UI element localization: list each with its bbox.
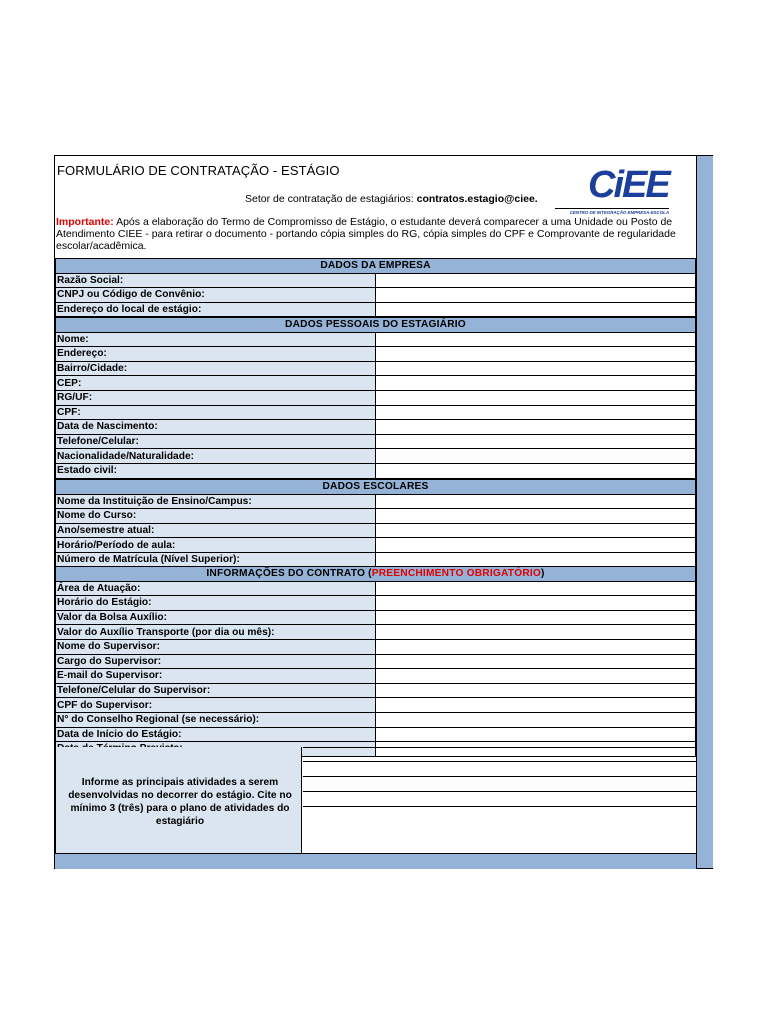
field-label: Data de Nascimento: [56,420,376,435]
form-row [56,610,696,625]
field-input[interactable] [376,639,696,654]
form-row [56,390,696,405]
form-row [56,361,696,376]
field-label: Telefone/Celular: [56,434,376,449]
form-row [56,654,696,669]
form-row [56,698,696,713]
field-label: N° do Conselho Regional (se necessário): [56,712,376,727]
field-label: RG/UF: [56,390,376,405]
form-row [56,523,696,538]
form-row [56,596,696,611]
field-input[interactable] [376,390,696,405]
form-row [56,405,696,420]
activity-line[interactable] [303,761,696,762]
contract-form [54,155,713,869]
section-title: DADOS ESCOLARES [56,480,696,495]
field-input[interactable] [376,596,696,611]
field-label: Nome do Curso: [56,509,376,524]
section-escolares [55,479,696,568]
form-row [56,552,696,567]
form-row [56,347,696,362]
form-row [56,449,696,464]
important-notice [56,216,696,252]
field-label: CPF: [56,405,376,420]
field-label: Número de Matrícula (Nível Superior): [56,552,376,567]
notice-text: Após a elaboração do Termo de Compromisso de Estágio, o estudante deverá comparecer a uma Unidade ou Posto de Atendimento CIEE - para retirar o documento - portando cópia simples do RG, cópia simples do CPF e Comprovante de regularidade escolar/acadêmica. [56,216,676,252]
field-input[interactable] [376,538,696,553]
field-label: Ano/semestre atual: [56,523,376,538]
field-input[interactable] [376,449,696,464]
field-label: Área de Atuação: [56,581,376,596]
activity-line[interactable] [303,806,696,807]
contract-title-end: ) [541,568,545,580]
field-label: Cargo do Supervisor: [56,654,376,669]
setor-label: Setor de contratação de estagiários: [245,193,417,205]
section-empresa [55,258,696,317]
activities-label-cell [55,747,302,853]
field-input[interactable] [376,288,696,303]
form-row [56,727,696,742]
bottom-margin-band [55,853,696,869]
field-input[interactable] [376,332,696,347]
field-input[interactable] [376,683,696,698]
activities-label: Informe as principais atividades a serem desenvolvidas no decorrer do estágio. Cite no mínimo 3 (três) para o plano de atividades do estagiário [68,777,292,827]
form-row [56,683,696,698]
field-input[interactable] [376,376,696,391]
field-input[interactable] [376,712,696,727]
field-input[interactable] [376,463,696,478]
field-input[interactable] [376,273,696,288]
activity-line[interactable] [303,776,696,777]
right-margin-band [696,156,713,868]
ciee-logo-mark: CiEE [588,164,669,206]
field-input[interactable] [376,302,696,317]
notice-label: Importante: [56,216,114,228]
form-row [56,509,696,524]
form-row [56,712,696,727]
field-label: Nome do Supervisor: [56,639,376,654]
field-label: CEP: [56,376,376,391]
section-title: DADOS PESSOAIS DO ESTAGIÁRIO [56,318,696,333]
activity-line[interactable] [303,791,696,792]
field-label: Nome: [56,332,376,347]
field-input[interactable] [376,523,696,538]
field-label: Nome da Instituição de Ensino/Campus: [56,494,376,509]
field-input[interactable] [376,581,696,596]
field-input[interactable] [376,610,696,625]
field-label: Endereço: [56,347,376,362]
field-input[interactable] [376,361,696,376]
form-title: FORMULÁRIO DE CONTRATAÇÃO - ESTÁGIO [57,163,340,178]
contract-title-start: INFORMAÇÕES DO CONTRATO ( [206,568,372,580]
form-row [56,302,696,317]
activity-line[interactable] [303,747,696,748]
field-label: Data de Início do Estágio: [56,727,376,742]
field-input[interactable] [376,552,696,567]
section-contrato [55,566,696,757]
form-row [56,273,696,288]
form-row [56,332,696,347]
setor-email: contratos.estagio@ciee. [416,193,538,205]
activities-input-area[interactable] [303,747,696,853]
form-row [56,581,696,596]
form-row [56,288,696,303]
section-title [56,567,696,582]
ciee-logo-caption: CENTRO DE INTEGRAÇÃO EMPRESA-ESCOLA [555,208,669,215]
field-label: Bairro/Cidade: [56,361,376,376]
field-label: Horário/Período de aula: [56,538,376,553]
field-input[interactable] [376,494,696,509]
form-row [56,494,696,509]
form-row [56,434,696,449]
field-input[interactable] [376,727,696,742]
field-label: Valor da Bolsa Auxílio: [56,610,376,625]
field-label: Valor do Auxílio Transporte (por dia ou mês): [56,625,376,640]
field-input[interactable] [376,698,696,713]
form-sheet [55,156,696,853]
field-label: Estado civil: [56,463,376,478]
field-input[interactable] [376,669,696,684]
field-label: E-mail do Supervisor: [56,669,376,684]
field-label: Endereço do local de estágio: [56,302,376,317]
field-label: Nacionalidade/Naturalidade: [56,449,376,464]
field-input[interactable] [376,405,696,420]
form-row [56,538,696,553]
section-pessoais [55,317,696,479]
field-input[interactable] [376,420,696,435]
field-label: Telefone/Celular do Supervisor: [56,683,376,698]
form-row [56,625,696,640]
required-notice: PREENCHIMENTO OBRIGATÓRIO [371,568,542,580]
field-label: Razão Social: [56,273,376,288]
form-row [56,639,696,654]
field-input[interactable] [376,625,696,640]
form-row [56,420,696,435]
form-row [56,669,696,684]
field-input[interactable] [376,654,696,669]
form-row [56,376,696,391]
section-title: DADOS DA EMPRESA [56,259,696,274]
ciee-logo [555,162,669,216]
field-label: CPF do Supervisor: [56,698,376,713]
activities-block [55,747,696,854]
field-label: Horário do Estágio: [56,596,376,611]
field-input[interactable] [376,509,696,524]
field-input[interactable] [376,347,696,362]
field-input[interactable] [376,434,696,449]
field-label: CNPJ ou Código de Convênio: [56,288,376,303]
form-row [56,463,696,478]
setor-line [245,193,538,205]
